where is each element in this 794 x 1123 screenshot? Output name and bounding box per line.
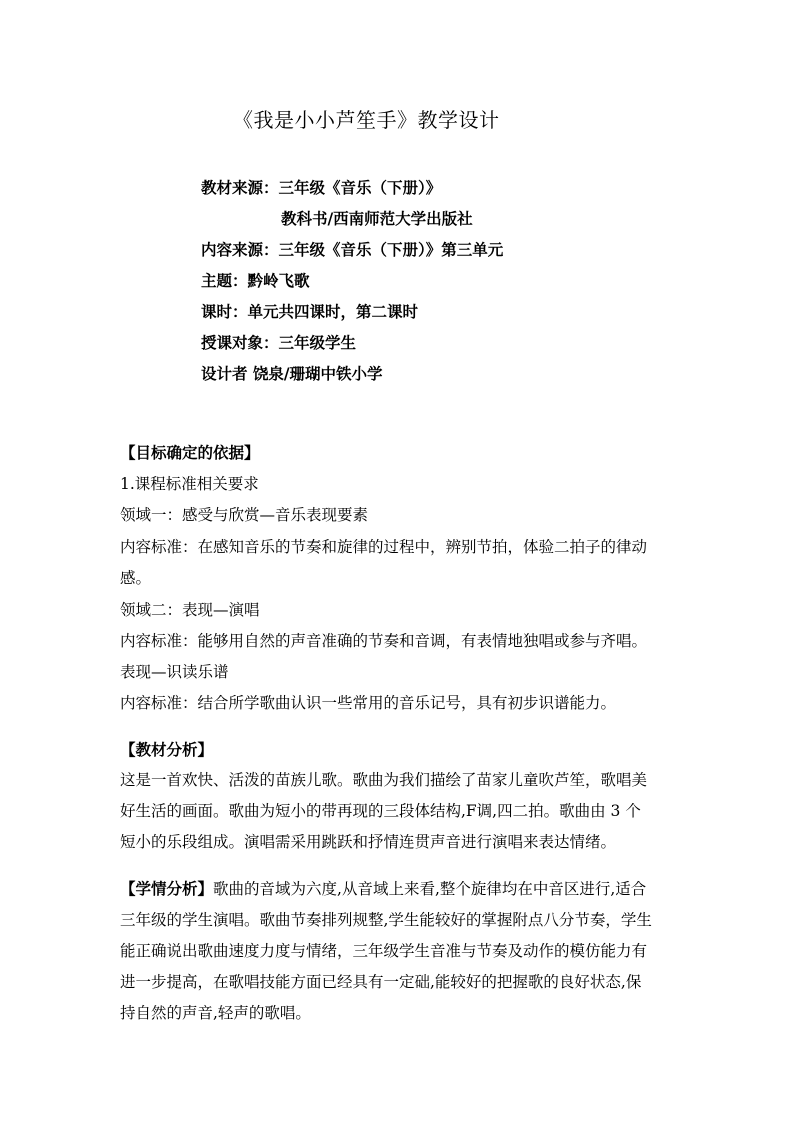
students-heading: 【学情分析】 (120, 879, 214, 898)
basis-line: 表现—识读乐谱 (120, 663, 229, 681)
material-line: 这是一首欢快、活泼的苗族儿歌。歌曲为我们描绘了苗家儿童吹芦笙，歌唱美 (120, 771, 648, 789)
meta-source: 教材来源：三年级《音乐（下册）》 (201, 178, 442, 197)
material-heading: 【教材分析】 (120, 740, 214, 759)
meta-theme: 主题：黔岭飞歌 (201, 271, 310, 290)
students-line: 能正确说出歌曲速度力度与情绪，三年级学生音准与节奏及动作的模仿能力有 (120, 942, 648, 960)
basis-line: 领域二：表现—演唱 (120, 601, 260, 619)
students-line: 三年级的学生演唱。歌曲节奏排列规整,学生能较好的掌握附点八分节奏，学生 (120, 911, 652, 929)
basis-line: 内容标准：结合所学歌曲认识一些常用的音乐记号，具有初步识谱能力。 (120, 694, 617, 712)
page-title: 《我是小小芦笙手》教学设计 (233, 108, 500, 132)
meta-source-cont: 教科书/西南师范大学出版社 (281, 209, 473, 228)
meta-content-source: 内容来源：三年级《音乐（下册）》第三单元 (201, 240, 504, 259)
students-line: 进一步提高，在歌唱技能方面已经具有一定础,能较好的把握歌的良好状态,保 (120, 973, 642, 991)
material-line: 短小的乐段组成。演唱需采用跳跃和抒情连贯声音进行演唱来表达情绪。 (120, 833, 617, 851)
students-line-text: 歌曲的音域为六度,从音域上来看,整个旋律均在中音区进行,适合 (213, 880, 647, 898)
students-line (120, 877, 646, 899)
basis-line: 感。 (120, 569, 152, 587)
basis-line: 内容标准：能够用自然的声音准确的节奏和音调，有表情地独唱或参与齐唱。 (120, 632, 648, 650)
basis-heading: 【目标确定的依据】 (120, 443, 260, 462)
meta-audience: 授课对象：三年级学生 (201, 333, 357, 352)
students-line: 持自然的声音,轻声的歌唱。 (120, 1004, 311, 1022)
meta-designer: 设计者 饶泉/珊瑚中铁小学 (201, 364, 383, 383)
basis-line: 内容标准：在感知音乐的节奏和旋律的过程中，辨别节拍，体验二拍子的律动 (120, 538, 648, 556)
basis-line: 1.课程标准相关要求 (120, 475, 259, 493)
meta-lessons: 课时：单元共四课时，第二课时 (201, 302, 419, 321)
basis-line: 领域一：感受与欣赏—音乐表现要素 (120, 506, 369, 524)
material-line: 好生活的画面。歌曲为短小的带再现的三段体结构,F调,四二拍。歌曲由 3 个 (120, 802, 641, 820)
